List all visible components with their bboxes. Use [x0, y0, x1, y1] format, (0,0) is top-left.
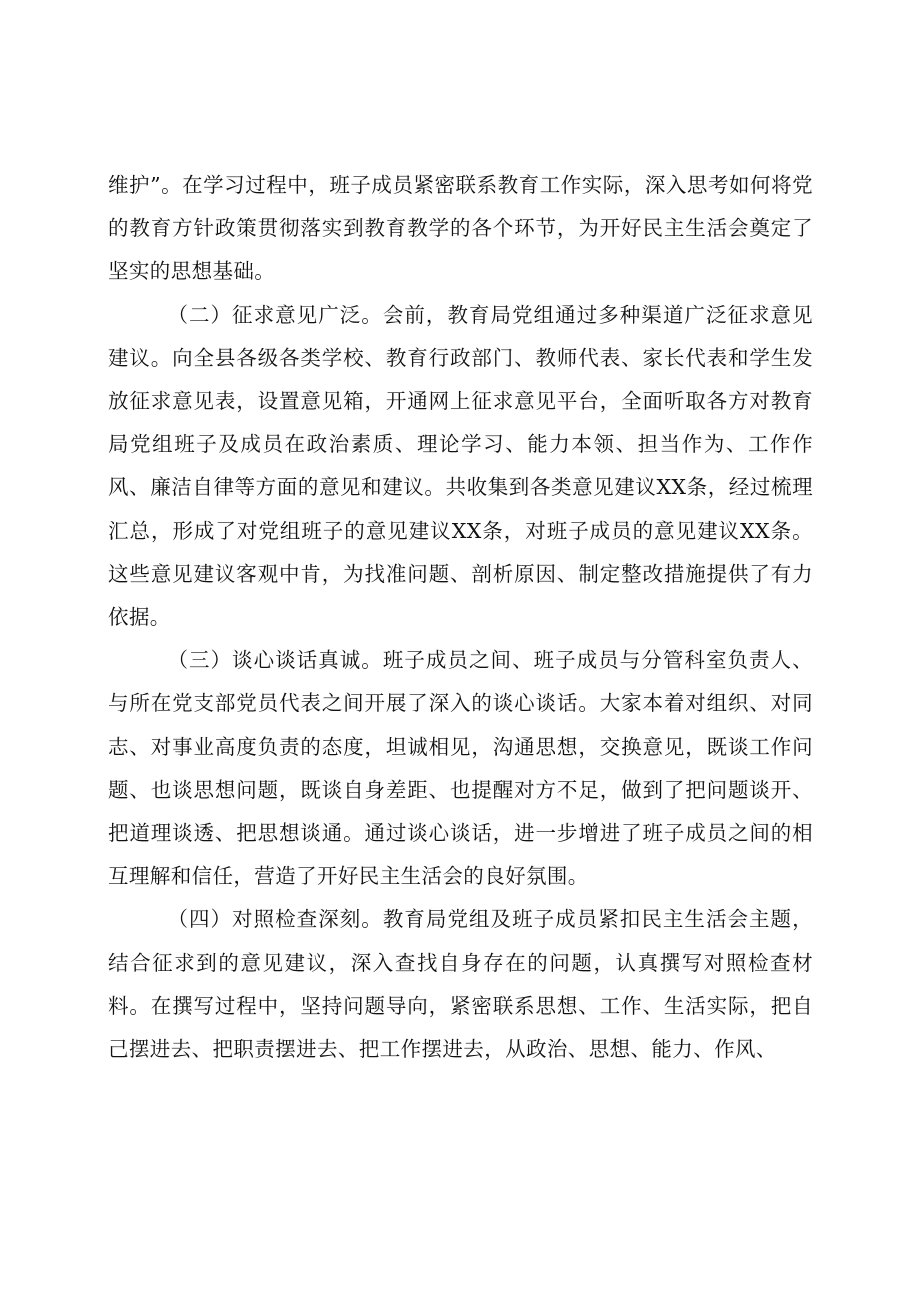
paragraph-3-heart-to-heart: （三）谈心谈话真诚。班子成员之间、班子成员与分管科室负责人、与所在党支部党员代表之间开展了深入的谈心谈话。大家本着对组织、对同志、对事业高度负责的态度，坦诚相见，沟通思想，交换意见，既谈工作问题、也谈思想问题，既谈自身差距、也提醒对方不足，做到了把问题谈开、把道理谈透、把思想谈通。通过谈心谈话，进一步增进了班子成员之间的相互理解和信任，营造了开好民主生活会的良好氛围。 [108, 648, 813, 889]
paragraph-2-opinions: （二）征求意见广泛。会前，教育局党组通过多种渠道广泛征求意见建议。向全县各级各类学校、教育行政部门、教师代表、家长代表和学生发放征求意见表，设置意见箱，开通网上征求意见平台，全面听取各方对教育局党组班子及成员在政治素质、理论学习、能力本领、担当作为、工作作风、廉洁自律等方面的意见和建议。共收集到各类意见建议XX条，经过梳理汇总，形成了对党组班子的意见建议XX条，对班子成员的意见建议XX条。这些意见建议客观中肯，为找准问题、剖析原因、制定整改措施提供了有力依据。 [108, 302, 813, 630]
paragraph-4-self-check: （四）对照检查深刻。教育局党组及班子成员紧扣民主生活会主题，结合征求到的意见建议，深入查找自身存在的问题，认真撰写对照检查材料。在撰写过程中，坚持问题导向，紧密联系思想、工作、生活实际，把自己摆进去、把职责摆进去、把工作摆进去，从政治、思想、能力、作风、 [108, 907, 813, 1062]
paragraph-1: 维护”。在学习过程中，班子成员紧密联系教育工作实际，深入思考如何将党的教育方针政策贯彻落实到教育教学的各个环节，为开好民主生活会奠定了坚实的思想基础。 [108, 173, 813, 284]
document-body [108, 164, 813, 1071]
